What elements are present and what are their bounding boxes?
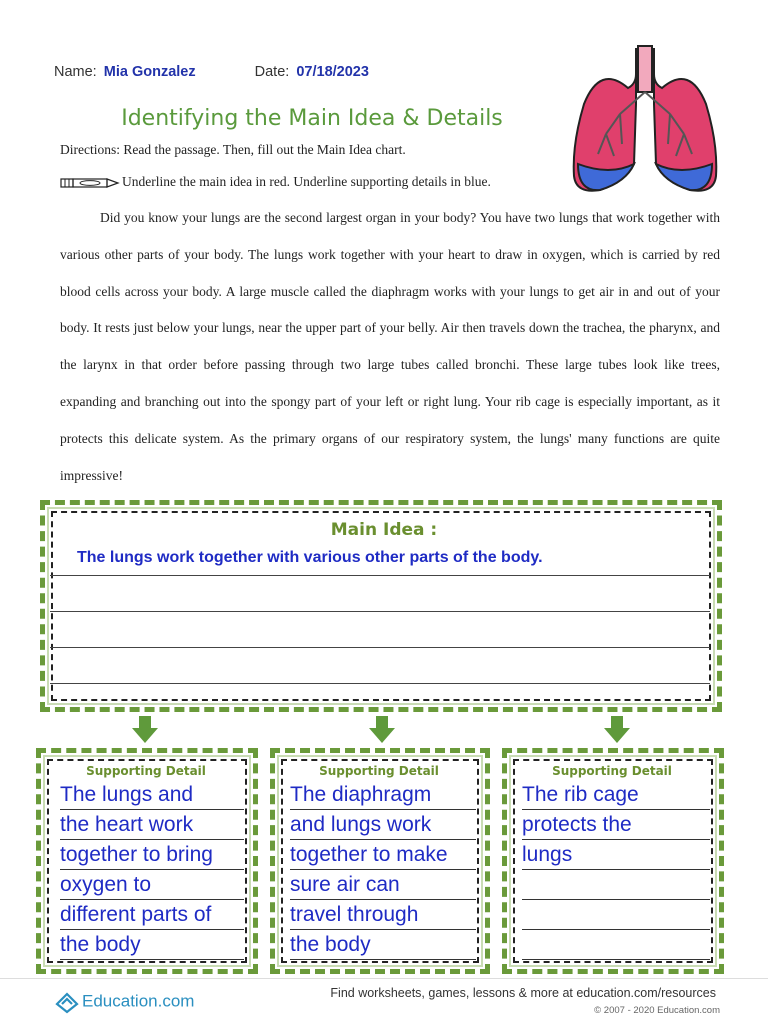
pencil-icon: [60, 177, 120, 189]
date-value[interactable]: 07/18/2023: [296, 64, 369, 80]
arrow-down-icon: [367, 716, 397, 744]
main-idea-answer[interactable]: The lungs work together with various other parts of the body.: [77, 549, 543, 566]
detail-line[interactable]: different parts of: [60, 900, 244, 930]
supporting-detail-content-1: [48, 764, 244, 960]
supporting-detail-label: Supporting Detail: [552, 764, 672, 778]
supporting-detail-label: Supporting Detail: [319, 764, 439, 778]
name-value[interactable]: Mia Gonzalez: [103, 64, 196, 80]
arrow-down-icon: [602, 716, 632, 744]
main-idea-line-2: [50, 611, 710, 612]
reading-passage: [60, 200, 720, 494]
detail-line[interactable]: The rib cage: [522, 780, 710, 810]
detail-line[interactable]: protects the: [522, 810, 710, 840]
arrow-down-icon: [130, 716, 160, 744]
detail-line[interactable]: together to bring: [60, 840, 244, 870]
detail-line[interactable]: and lungs work: [290, 810, 476, 840]
supporting-detail-label: Supporting Detail: [86, 764, 206, 778]
detail-line[interactable]: oxygen to: [60, 870, 244, 900]
detail-line[interactable]: lungs: [522, 840, 710, 870]
footer-copyright: © 2007 - 2020 Education.com: [594, 1005, 720, 1016]
education-logo[interactable]: [54, 990, 194, 1014]
footer-tagline[interactable]: Find worksheets, games, lessons & more at education.com/resources: [330, 986, 716, 1000]
detail-line[interactable]: [522, 870, 710, 900]
education-logo-icon: [54, 990, 80, 1014]
main-idea-line-1: [50, 575, 710, 576]
main-idea-line-4: [50, 683, 710, 684]
detail-line[interactable]: The lungs and: [60, 780, 244, 810]
detail-line[interactable]: the heart work: [60, 810, 244, 840]
directions-line-2: [60, 174, 491, 190]
passage-text: Did you know your lungs are the second largest organ in your body? You have two lungs that work together with various other parts of your body. The lungs work together with your heart to draw in oxygen, which is carried by red blood cells across your body. A large muscle called the diaphragm works with your lungs to get air in and out of your body. It rests just below your lungs, near the upper part of your belly. Air then travels down the trachea, the pharynx, and the larynx in that order before passing through two large tubes called bronchi. These large tubes look like trees, expanding and branching out into the spongy part of your left or right lung. Your rib cage is especially important, as it protects this delicate system. As the primary organs of our respiratory system, the lungs' many functions are quite impressive!: [60, 210, 720, 483]
detail-line[interactable]: sure air can: [290, 870, 476, 900]
detail-line[interactable]: together to make: [290, 840, 476, 870]
detail-line[interactable]: travel through: [290, 900, 476, 930]
detail-line[interactable]: the body: [290, 930, 476, 960]
name-label: Name:: [54, 64, 97, 80]
supporting-detail-content-3: [514, 764, 710, 960]
supporting-detail-content-2: [282, 764, 476, 960]
date-label: Date:: [254, 64, 290, 80]
footer-divider: [0, 978, 768, 979]
detail-line[interactable]: [522, 930, 710, 960]
education-logo-text: Education.com: [82, 991, 195, 1011]
main-idea-line-3: [50, 647, 710, 648]
worksheet-title: Identifying the Main Idea & Details: [121, 106, 503, 131]
detail-line[interactable]: [522, 900, 710, 930]
directions-text: Underline the main idea in red. Underline supporting details in blue.: [122, 174, 491, 189]
detail-line[interactable]: The diaphragm: [290, 780, 476, 810]
name-date-row: [54, 64, 369, 80]
detail-line[interactable]: the body: [60, 930, 244, 960]
directions-line-1: Directions: Read the passage. Then, fill out the Main Idea chart.: [60, 142, 406, 157]
main-idea-label: Main Idea :: [330, 520, 438, 540]
